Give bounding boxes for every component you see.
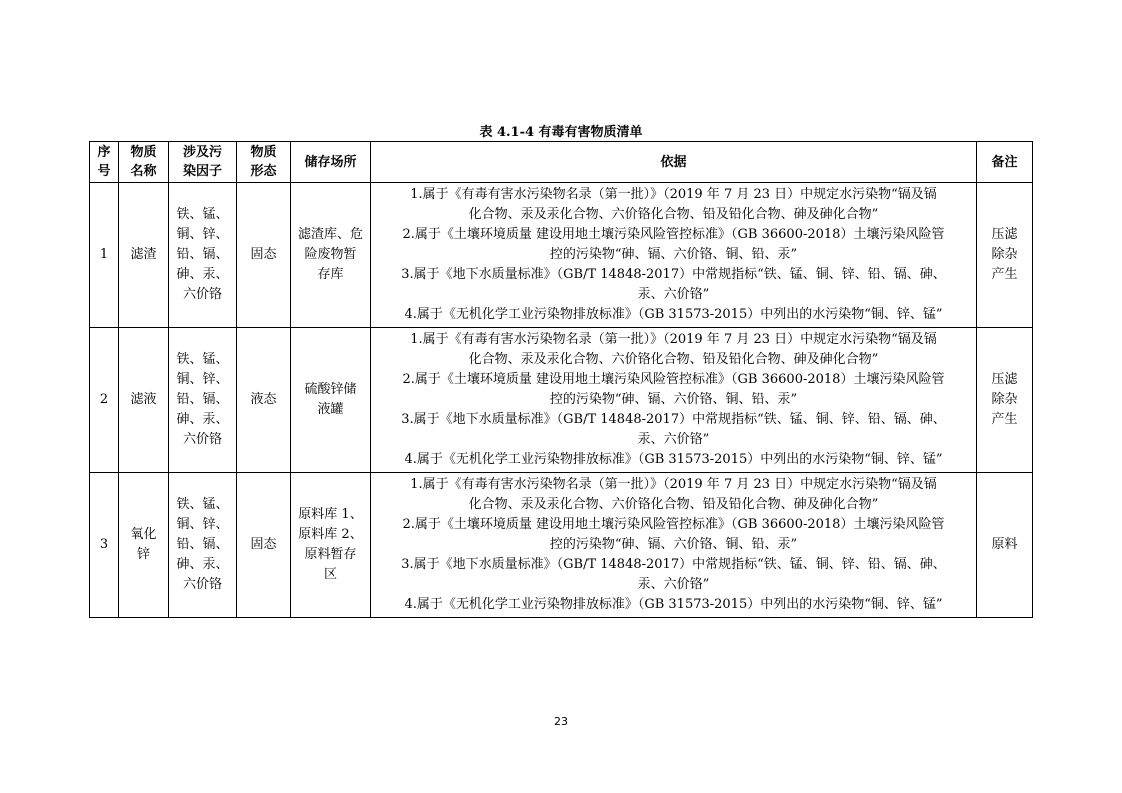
factor-line: 六价铬 [182, 287, 222, 302]
cell-factors [169, 183, 237, 328]
factor-line: 六价铬 [182, 432, 222, 447]
basis-line: 化合物、汞及汞化合物、六价铬化合物、铅及铅化合物、砷及砷化合物” [468, 497, 879, 512]
factor-line: 铁、锰、 [176, 497, 229, 512]
cell-factors [169, 328, 237, 473]
cell-name [119, 473, 169, 618]
basis-line: 1.属于《有毒有害水污染物名录（第一批）》（2019 年 7 月 23 日）中规定水污染物“镉及镉 [410, 477, 937, 492]
table-row [90, 473, 1033, 618]
cell-basis [371, 183, 977, 328]
factor-line: 铜、锌、 [176, 227, 229, 242]
factor-line: 铅、镉、 [176, 392, 229, 407]
table-row [90, 328, 1033, 473]
basis-line: 3.属于《地下水质量标准》（GB/T 14848-2017）中常规指标“铁、锰、铜、锌、铅、镉、砷、 [401, 267, 946, 282]
cell-form: 固态 [237, 183, 291, 328]
remark-line: 压滤 [991, 227, 1018, 242]
header-storage: 储存场所 [291, 142, 371, 183]
cell-remark [977, 183, 1033, 328]
factor-line: 铅、镉、 [176, 247, 229, 262]
cell-index: 1 [90, 183, 119, 328]
factor-line: 铜、锌、 [176, 372, 229, 387]
table-title: 表 4.1-4 有毒有害物质清单 [479, 125, 643, 140]
cell-factors [169, 473, 237, 618]
page-number: 23 [554, 715, 568, 728]
storage-line: 原料暂存 [304, 547, 357, 562]
header-name: 物质 名称 [119, 142, 169, 183]
basis-line: 4.属于《无机化学工业污染物排放标准》（GB 31573-2015）中列出的水污染物“铜、锌、锰” [404, 597, 943, 612]
basis-line: 1.属于《有毒有害水污染物名录（第一批）》（2019 年 7 月 23 日）中规定水污染物“镉及镉 [410, 187, 937, 202]
storage-line: 滤渣库、危 [297, 227, 363, 242]
remark-line: 除杂 [991, 247, 1018, 262]
name-line: 滤渣 [130, 247, 157, 262]
cell-remark [977, 328, 1033, 473]
cell-index: 2 [90, 328, 119, 473]
basis-line: 汞、六价铬” [637, 287, 710, 302]
factor-line: 六价铬 [182, 577, 222, 592]
cell-name [119, 328, 169, 473]
factor-line: 铁、锰、 [176, 207, 229, 222]
basis-line: 3.属于《地下水质量标准》（GB/T 14848-2017）中常规指标“铁、锰、铜、锌、铅、镉、砷、 [401, 557, 946, 572]
basis-line: 汞、六价铬” [637, 432, 710, 447]
factor-line: 砷、汞、 [176, 557, 229, 572]
basis-line: 控的污染物“砷、镉、六价铬、铜、铅、汞” [549, 247, 798, 262]
cell-remark [977, 473, 1033, 618]
name-line: 滤液 [130, 392, 157, 407]
factor-line: 铅、镉、 [176, 537, 229, 552]
storage-line: 原料库 1、 [298, 507, 363, 522]
header-factors: 涉及污 染因子 [169, 142, 237, 183]
header-index: 序 号 [90, 142, 119, 183]
cell-basis [371, 328, 977, 473]
basis-line: 1.属于《有毒有害水污染物名录（第一批）》（2019 年 7 月 23 日）中规定水污染物“镉及镉 [410, 332, 937, 347]
table-row [90, 183, 1033, 328]
cell-storage [291, 328, 371, 473]
remark-line: 压滤 [991, 372, 1018, 387]
cell-form: 固态 [237, 473, 291, 618]
basis-line: 2.属于《土壤环境质量 建设用地土壤污染风险管控标准》（GB 36600-2018）土壤污染风险管 [402, 372, 945, 387]
cell-storage [291, 183, 371, 328]
cell-form: 液态 [237, 328, 291, 473]
name-line: 锌 [136, 547, 150, 562]
remark-line: 原料 [991, 537, 1018, 552]
name-line: 氧化 [130, 527, 157, 542]
storage-line: 原料库 2、 [298, 527, 363, 542]
factor-line: 铁、锰、 [176, 352, 229, 367]
storage-line: 硫酸锌储 [304, 382, 357, 397]
remark-line: 产生 [991, 267, 1018, 282]
header-row [90, 142, 1033, 183]
header-form: 物质 形态 [237, 142, 291, 183]
remark-line: 除杂 [991, 392, 1018, 407]
storage-line: 险废物暂 [304, 247, 357, 262]
cell-name [119, 183, 169, 328]
factor-line: 铜、锌、 [176, 517, 229, 532]
cell-basis [371, 473, 977, 618]
remark-line: 产生 [991, 412, 1018, 427]
basis-line: 控的污染物“砷、镉、六价铬、铜、铅、汞” [549, 392, 798, 407]
basis-line: 3.属于《地下水质量标准》（GB/T 14848-2017）中常规指标“铁、锰、铜、锌、铅、镉、砷、 [401, 412, 946, 427]
basis-line: 4.属于《无机化学工业污染物排放标准》（GB 31573-2015）中列出的水污染物“铜、锌、锰” [404, 452, 943, 467]
header-remark: 备注 [977, 142, 1033, 183]
basis-line: 4.属于《无机化学工业污染物排放标准》（GB 31573-2015）中列出的水污染物“铜、锌、锰” [404, 307, 943, 322]
basis-line: 汞、六价铬” [637, 577, 710, 592]
factor-line: 砷、汞、 [176, 412, 229, 427]
basis-line: 2.属于《土壤环境质量 建设用地土壤污染风险管控标准》（GB 36600-2018）土壤污染风险管 [402, 517, 945, 532]
hazardous-substances-table [89, 141, 1033, 618]
header-basis: 依据 [371, 142, 977, 183]
basis-line: 控的污染物“砷、镉、六价铬、铜、铅、汞” [549, 537, 798, 552]
storage-line: 液罐 [317, 402, 344, 417]
cell-index: 3 [90, 473, 119, 618]
basis-line: 2.属于《土壤环境质量 建设用地土壤污染风险管控标准》（GB 36600-2018）土壤污染风险管 [402, 227, 945, 242]
storage-line: 区 [323, 567, 337, 582]
storage-line: 存库 [317, 267, 344, 282]
basis-line: 化合物、汞及汞化合物、六价铬化合物、铅及铅化合物、砷及砷化合物” [468, 352, 879, 367]
table-body [90, 183, 1033, 618]
basis-line: 化合物、汞及汞化合物、六价铬化合物、铅及铅化合物、砷及砷化合物” [468, 207, 879, 222]
factor-line: 砷、汞、 [176, 267, 229, 282]
cell-storage [291, 473, 371, 618]
